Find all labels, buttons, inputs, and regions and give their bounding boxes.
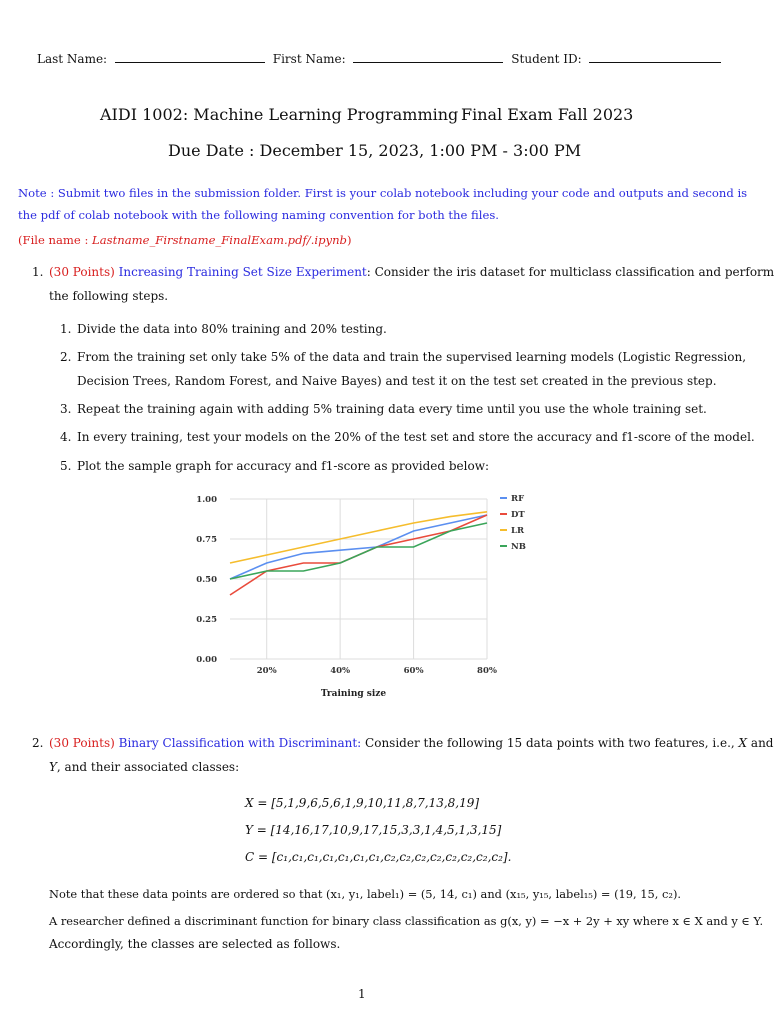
step-number: 2.: [60, 350, 72, 364]
q1-line-2: the following steps.: [49, 289, 169, 303]
x-tick-label: 80%: [477, 666, 497, 676]
x-tick-label: 20%: [256, 666, 277, 676]
q2-number: 2.: [32, 736, 44, 750]
file-name-note: [18, 233, 352, 247]
q1-text-1: : Consider the iris dataset for multiclass classification and perform: [366, 265, 774, 279]
step-text-cont: Decision Trees, Random Forest, and Naive Bayes) and test it on the test set created in the previous step.: [77, 374, 717, 388]
step-text: Plot the sample graph for accuracy and f1-score as provided below:: [77, 459, 490, 473]
course-title: AIDI 1002: Machine Learning Programming: [100, 105, 459, 124]
legend-label: RF: [511, 494, 525, 504]
step-number: 4.: [60, 430, 72, 444]
step-text: Repeat the training again with adding 5% training data every time until you use the whole training set.: [77, 402, 707, 416]
note-line-2: the pdf of colab notebook with the following naming convention for both the files.: [18, 208, 499, 222]
equation-y: Y = [14,16,17,10,9,17,15,3,3,1,4,5,1,3,15]: [245, 823, 502, 837]
q2-discriminant-line-2: Accordingly, the classes are selected as follows.: [49, 937, 341, 951]
equation-c: C = [c₁,c₁,c₁,c₁,c₁,c₁,c₁,c₂,c₂,c₂,c₂,c₂,c₂,c₂,c₂].: [245, 850, 512, 864]
first-name-label: First Name:: [272, 52, 346, 66]
y-tick-label: 0.75: [196, 535, 217, 545]
x-tick-label: 60%: [403, 666, 424, 676]
y-tick-label: 1.00: [196, 495, 217, 505]
series-line-rf: [230, 515, 487, 579]
accuracy-line-chart: [190, 485, 540, 705]
y-tick-label: 0.25: [196, 615, 217, 625]
legend-label: DT: [511, 510, 525, 520]
file-name-prefix: (File name :: [18, 233, 93, 247]
q2-line-2: [49, 760, 239, 774]
x-tick-label: 40%: [330, 666, 351, 676]
step-text: Divide the data into 80% training and 20% testing.: [77, 322, 387, 336]
name-header: [37, 52, 721, 66]
q2-text-1: Consider the following 15 data points with two features, i.e.,: [361, 736, 739, 750]
q2-var-x: X: [738, 736, 748, 750]
first-name-line: [353, 61, 503, 63]
y-tick-label: 0.00: [196, 655, 217, 665]
q1-points: (30 Points): [49, 265, 115, 279]
file-name-value: Lastname_Firstname_FinalExam.pdf/.ipynb: [92, 233, 347, 247]
last-name-line: [115, 61, 265, 63]
step-number: 5.: [60, 459, 72, 473]
q1-topic: Increasing Training Set Size Experiment: [118, 265, 367, 279]
y-tick-label: 0.50: [196, 575, 217, 585]
step-text: In every training, test your models on the 20% of the test set and store the accuracy and f1-score of the model.: [77, 430, 755, 444]
q1-number: 1.: [32, 265, 44, 279]
q2-points: (30 Points): [49, 736, 115, 750]
last-name-label: Last Name:: [37, 52, 108, 66]
q2-discriminant-line-1: A researcher defined a discriminant function for binary class classification as g(x, y) = −x + 2y + xy where x ∈ X and y ∈ Y.: [49, 914, 764, 928]
q2-line-1: [49, 736, 773, 750]
q2-text-2: , and their associated classes:: [56, 760, 240, 774]
step-number: 1.: [60, 322, 72, 336]
q1-line-1: [49, 265, 774, 279]
q2-var-y: Y: [49, 760, 57, 774]
q2-and: and: [747, 736, 774, 750]
due-date: Due Date : December 15, 2023, 1:00 PM - 3:00 PM: [168, 141, 582, 160]
x-axis-label: Training size: [320, 689, 387, 699]
student-id-label: Student ID:: [511, 52, 582, 66]
exam-title: Final Exam Fall 2023: [461, 105, 634, 124]
series-line-nb: [230, 523, 487, 579]
equation-x: X = [5,1,9,6,5,6,1,9,10,11,8,7,13,8,19]: [245, 796, 480, 810]
legend-label: NB: [511, 542, 526, 552]
legend-label: LR: [511, 526, 525, 536]
q2-ordering-note: Note that these data points are ordered so that (x₁, y₁, label₁) = (5, 14, c₁) and (x₁₅, y₁₅, label₁₅) = (19, 15, c₂).: [49, 887, 682, 901]
file-name-suffix: ): [346, 233, 352, 247]
q2-topic: Binary Classification with Discriminant:: [118, 736, 362, 750]
step-number: 3.: [60, 402, 72, 416]
note-line-1: Note : Submit two files in the submission folder. First is your colab notebook including your code and outputs and second is: [18, 186, 748, 200]
step-text: From the training set only take 5% of the data and train the supervised learning models (Logistic Regression,: [77, 350, 747, 364]
page-number: 1: [358, 987, 366, 1001]
student-id-line: [589, 61, 721, 63]
